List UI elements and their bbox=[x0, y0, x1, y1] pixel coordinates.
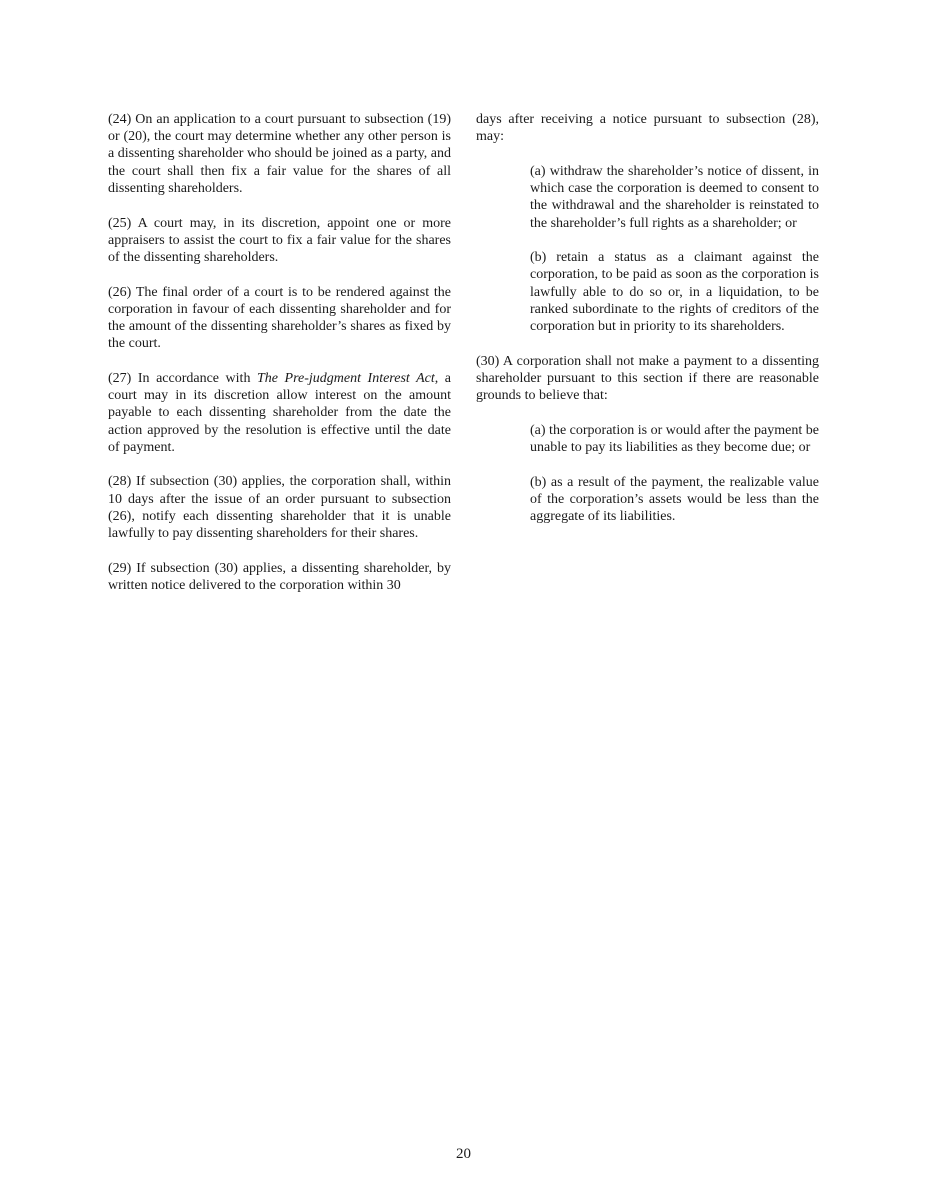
subsection-27-rest: , a court may in its discretion allow interest on the amount payable to each dissenting shareholder from the date the action approved by the resolution is effective until the date of payment. bbox=[108, 370, 452, 455]
right-column bbox=[476, 111, 819, 543]
subsection-25: (25) A court may, in its discretion, appoint one or more appraisers to assist the court to fix a fair value for the shares of the dissenting shareholders. bbox=[108, 215, 451, 265]
page-number: 20 bbox=[456, 1146, 471, 1162]
subsection-27 bbox=[108, 370, 451, 456]
clause-29-b: (b) retain a status as a claimant against the corporation, to be paid as soon as the corporation is lawfully able to do so or, in a liquidation, to be ranked subordinate to the rights of creditors of the corporation but in priority to its shareholders. bbox=[530, 250, 819, 335]
subsection-30: (30) A corporation shall not make a payment to a dissenting shareholder pursuant to this section if there are reasonable grounds to believe that: bbox=[476, 353, 819, 404]
clause-30-b: (b) as a result of the payment, the realizable value of the corporation’s assets would be less than the aggregate of its liabilities. bbox=[530, 474, 819, 525]
clause-29-a: (a) withdraw the shareholder’s notice of dissent, in which case the corporation is deemed to consent to the withdrawal and the shareholder is reinstated to the shareholder’s full rights as a shareholder; or bbox=[530, 163, 819, 231]
subsection-26: (26) The final order of a court is to be rendered against the corporation in favour of each dissenting shareholder and for the amount of the dissenting shareholder’s shares as fixed by the court. bbox=[108, 284, 451, 352]
subsection-28: (28) If subsection (30) applies, the corporation shall, within 10 days after the issue of an order pursuant to subsection (26), notify each dissenting shareholder that it is unable lawfully to pay dissenting shareholders for their shares. bbox=[108, 474, 451, 542]
left-column bbox=[108, 111, 451, 612]
clause-30-a: (a) the corporation is or would after the payment be unable to pay its liabilities as they become due; or bbox=[530, 422, 819, 456]
subsection-29-continued: days after receiving a notice pursuant to subsection (28), may: bbox=[476, 112, 819, 145]
subsection-27-lead: (27) In accordance with bbox=[108, 370, 257, 386]
subsection-29: (29) If subsection (30) applies, a dissenting shareholder, by written notice delivered to the corporation within 30 bbox=[108, 560, 451, 593]
act-title: The Pre-judgment Interest Act bbox=[257, 370, 435, 386]
subsection-24: (24) On an application to a court pursuant to subsection (19) or (20), the court may determine whether any other person is a dissenting shareholder who should be joined as a party, and the court shall then fix a fair value for the shares of all dissenting shareholders. bbox=[108, 112, 451, 196]
